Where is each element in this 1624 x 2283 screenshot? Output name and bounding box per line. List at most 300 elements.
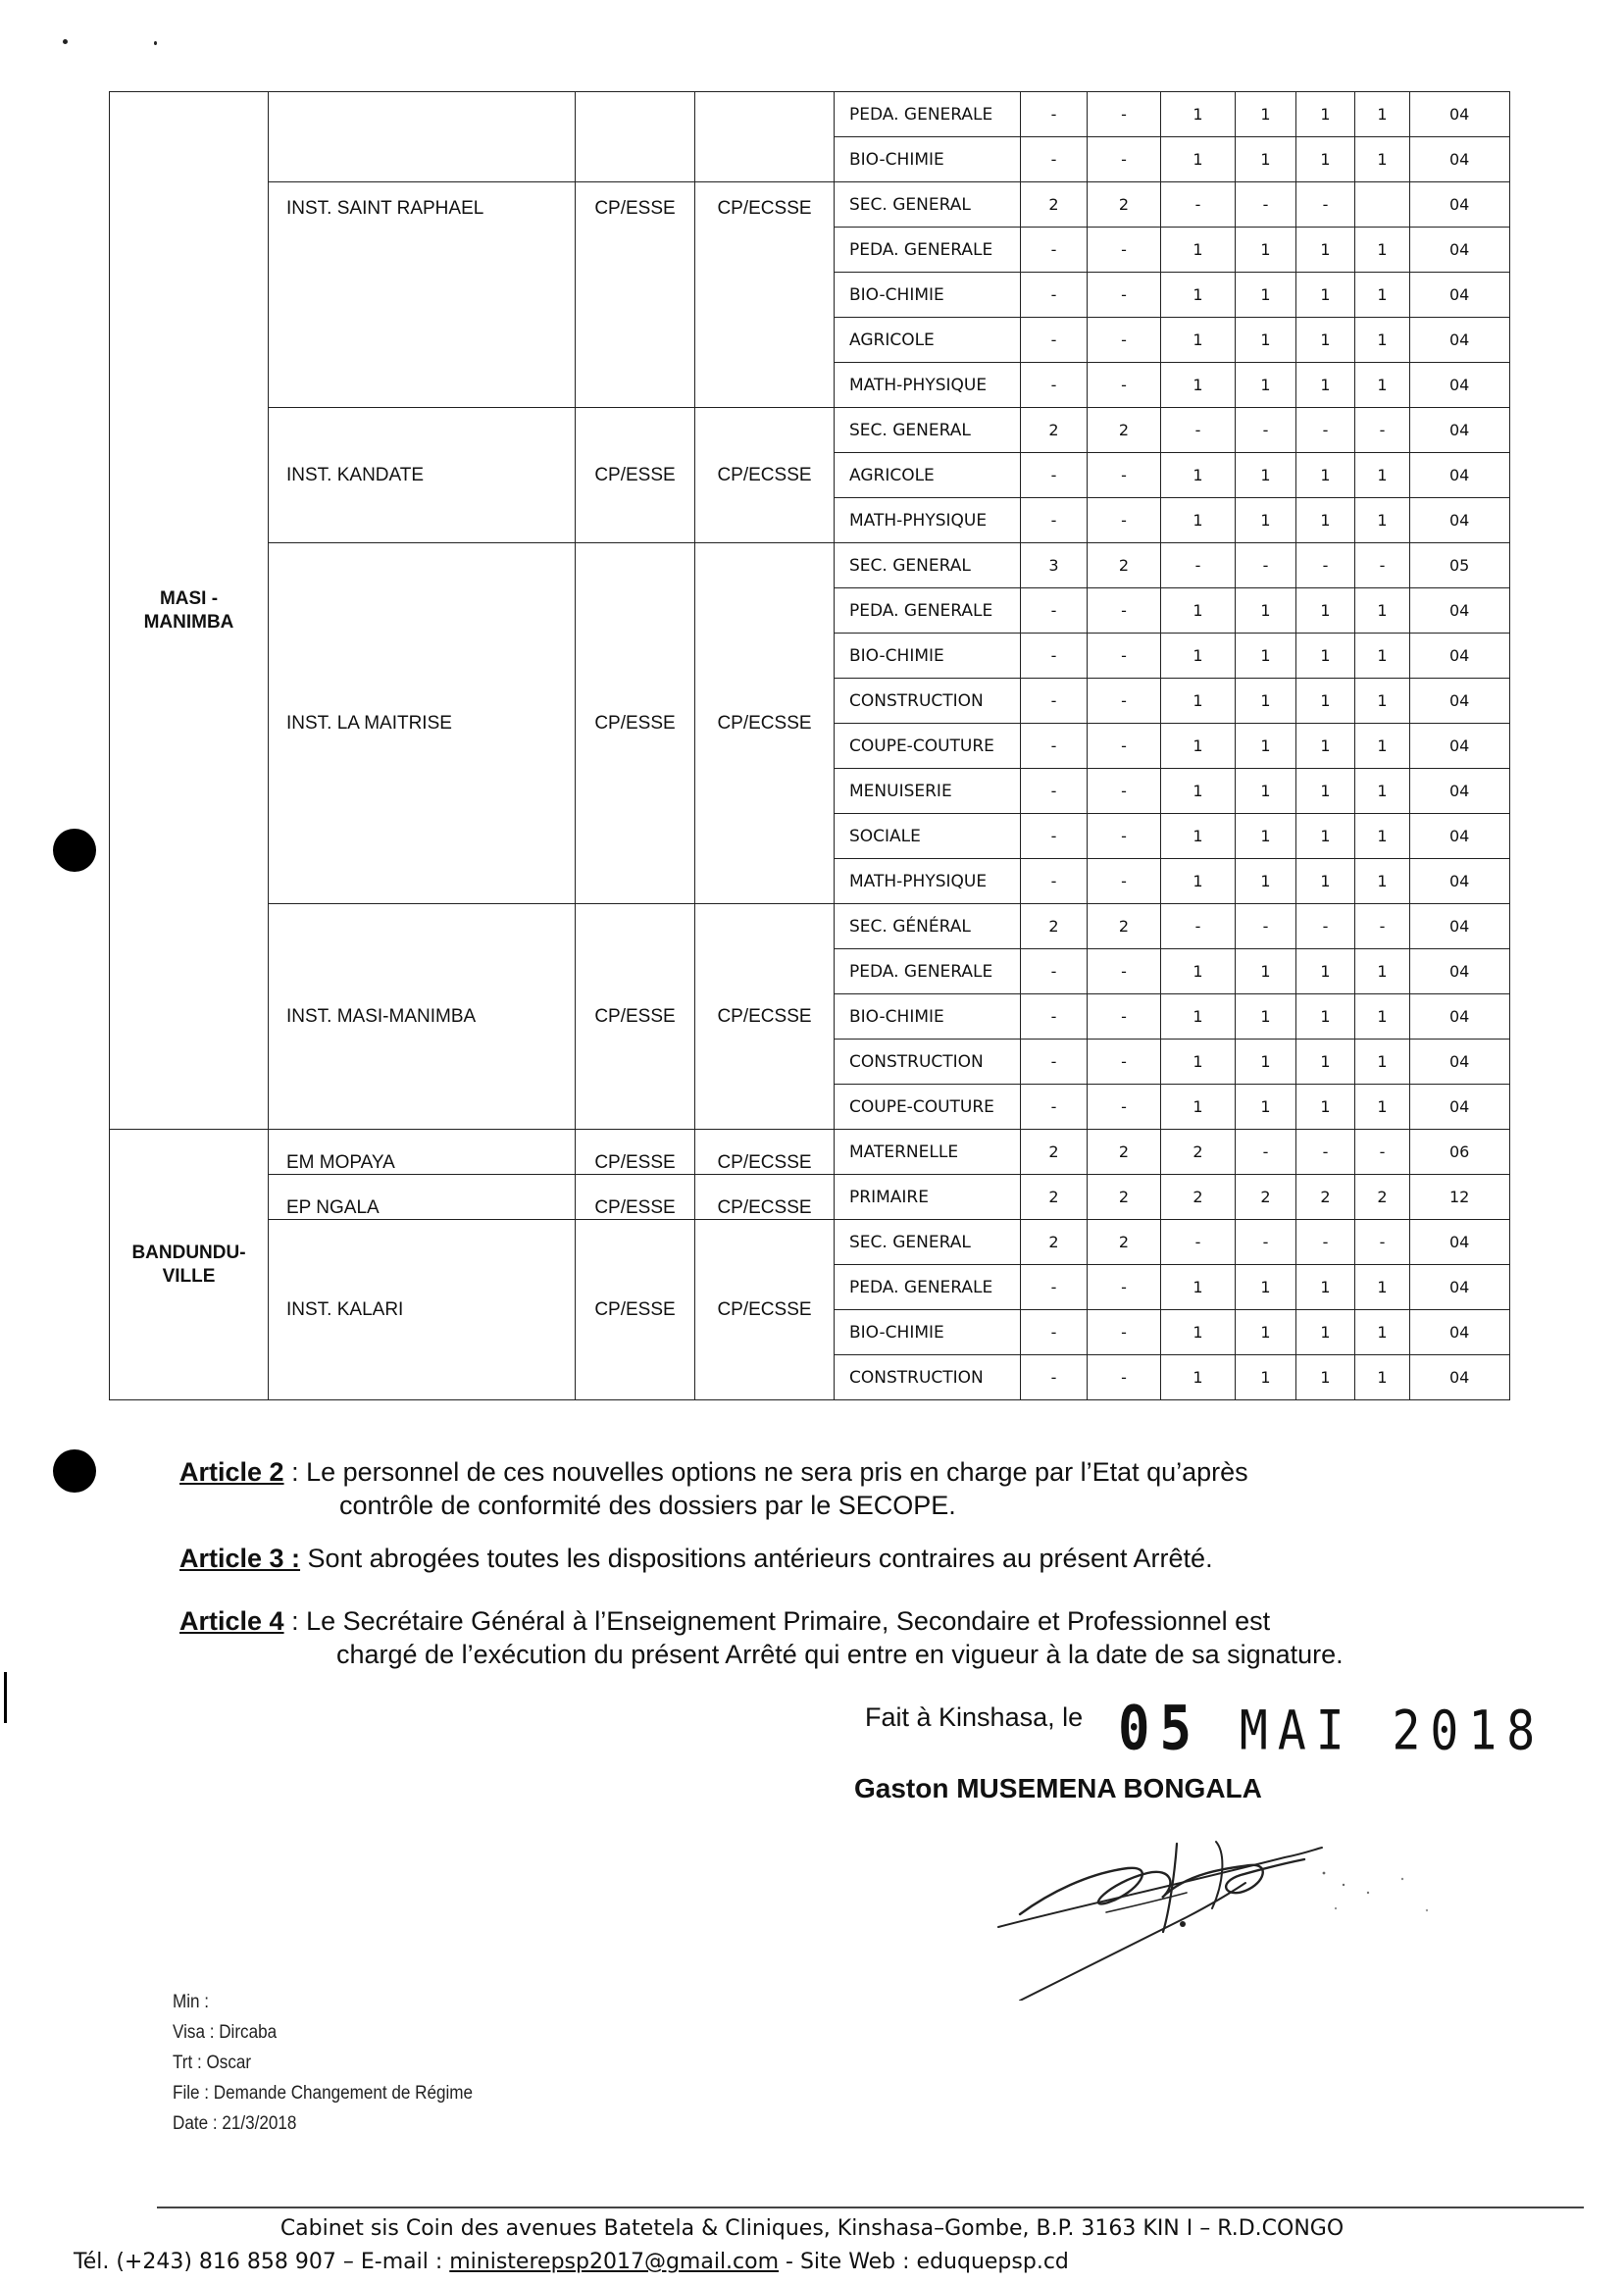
count-cell: 1 bbox=[1296, 679, 1355, 724]
count-cell: 2 bbox=[1161, 1175, 1236, 1220]
count-cell: 1 bbox=[1161, 814, 1236, 859]
total-cell: 04 bbox=[1410, 859, 1510, 904]
count-cell: 1 bbox=[1236, 588, 1296, 634]
count-cell: 1 bbox=[1161, 859, 1236, 904]
count-cell: - bbox=[1236, 1130, 1296, 1175]
total-cell: 04 bbox=[1410, 904, 1510, 949]
footer-website: - Site Web : eduquepsp.cd bbox=[779, 2250, 1069, 2274]
total-cell: 12 bbox=[1410, 1175, 1510, 1220]
count-cell: - bbox=[1088, 679, 1161, 724]
total-cell: 04 bbox=[1410, 318, 1510, 363]
count-cell: - bbox=[1088, 1040, 1161, 1085]
count-cell: 1 bbox=[1161, 318, 1236, 363]
count-cell: 1 bbox=[1296, 1265, 1355, 1310]
option-cell: PEDA. GENERALE bbox=[835, 949, 1021, 994]
count-cell: - bbox=[1355, 1220, 1410, 1265]
count-cell: - bbox=[1296, 543, 1355, 588]
count-cell: 1 bbox=[1296, 769, 1355, 814]
count-cell: 1 bbox=[1296, 228, 1355, 273]
count-cell: 1 bbox=[1355, 137, 1410, 182]
count-cell: 1 bbox=[1236, 1085, 1296, 1130]
count-cell: - bbox=[1088, 724, 1161, 769]
option-cell: BIO-CHIMIE bbox=[835, 273, 1021, 318]
province-cell: BANDUNDU- VILLE bbox=[110, 1130, 269, 1400]
article-2-label: Article 2 bbox=[179, 1457, 284, 1487]
school-code-cell: CP/ECSSE bbox=[695, 904, 835, 1130]
count-cell: 1 bbox=[1355, 949, 1410, 994]
scan-edge-mark bbox=[4, 1672, 7, 1723]
count-cell: 1 bbox=[1161, 363, 1236, 408]
total-cell: 04 bbox=[1410, 137, 1510, 182]
total-cell: 04 bbox=[1410, 1220, 1510, 1265]
count-cell: - bbox=[1161, 543, 1236, 588]
count-cell: - bbox=[1088, 769, 1161, 814]
school-name-cell: EM MOPAYA bbox=[269, 1130, 576, 1175]
count-cell: 1 bbox=[1236, 679, 1296, 724]
count-cell: - bbox=[1021, 949, 1088, 994]
count-cell: 1 bbox=[1161, 137, 1236, 182]
count-cell: 1 bbox=[1236, 1310, 1296, 1355]
school-code-cell: CP/ESSE bbox=[576, 904, 695, 1130]
school-code-cell: CP/ECSSE bbox=[695, 408, 835, 543]
count-cell: 1 bbox=[1355, 1265, 1410, 1310]
count-cell: 1 bbox=[1296, 1355, 1355, 1400]
count-cell: 1 bbox=[1296, 949, 1355, 994]
school-code-cell: CP/ESSE bbox=[576, 408, 695, 543]
option-cell: BIO-CHIMIE bbox=[835, 634, 1021, 679]
school-code-cell: CP/ECSSE bbox=[695, 543, 835, 904]
footer-divider bbox=[157, 2207, 1584, 2208]
option-cell: COUPE-COUTURE bbox=[835, 724, 1021, 769]
signer-name: Gaston MUSEMENA BONGALA bbox=[854, 1773, 1262, 1803]
count-cell: - bbox=[1088, 1310, 1161, 1355]
count-cell: 1 bbox=[1236, 724, 1296, 769]
date-stamp bbox=[1118, 1693, 1545, 1763]
option-cell: PRIMAIRE bbox=[835, 1175, 1021, 1220]
count-cell: 1 bbox=[1236, 92, 1296, 137]
count-cell: - bbox=[1161, 904, 1236, 949]
total-cell: 04 bbox=[1410, 1310, 1510, 1355]
count-cell: 1 bbox=[1296, 634, 1355, 679]
count-cell: - bbox=[1021, 1085, 1088, 1130]
count-cell: 1 bbox=[1236, 1265, 1296, 1310]
school-code-cell: CP/ESSE bbox=[576, 1220, 695, 1400]
article-4-separator: : bbox=[283, 1606, 307, 1636]
total-cell: 04 bbox=[1410, 182, 1510, 228]
count-cell: 1 bbox=[1236, 994, 1296, 1040]
count-cell: - bbox=[1088, 994, 1161, 1040]
count-cell: - bbox=[1021, 363, 1088, 408]
count-cell: 1 bbox=[1161, 1265, 1236, 1310]
meta-file: File : Demande Changement de Régime bbox=[173, 2083, 474, 2104]
count-cell: 1 bbox=[1355, 994, 1410, 1040]
count-cell: 1 bbox=[1355, 724, 1410, 769]
school-code-cell: CP/ECSSE bbox=[695, 1130, 835, 1175]
scan-speck bbox=[154, 41, 157, 45]
total-cell: 04 bbox=[1410, 453, 1510, 498]
option-cell: PEDA. GENERALE bbox=[835, 92, 1021, 137]
count-cell: 2 bbox=[1021, 408, 1088, 453]
count-cell: 2 bbox=[1021, 1175, 1088, 1220]
count-cell: 1 bbox=[1161, 273, 1236, 318]
count-cell: 1 bbox=[1161, 679, 1236, 724]
count-cell: - bbox=[1161, 1220, 1236, 1265]
count-cell: 1 bbox=[1296, 363, 1355, 408]
count-cell: - bbox=[1088, 1265, 1161, 1310]
count-cell: - bbox=[1355, 1130, 1410, 1175]
count-cell: 1 bbox=[1296, 318, 1355, 363]
count-cell: 2 bbox=[1088, 182, 1161, 228]
count-cell: - bbox=[1088, 498, 1161, 543]
count-cell: 1 bbox=[1161, 1085, 1236, 1130]
count-cell: - bbox=[1021, 498, 1088, 543]
count-cell: - bbox=[1021, 1310, 1088, 1355]
option-cell: CONSTRUCTION bbox=[835, 679, 1021, 724]
count-cell: 1 bbox=[1236, 363, 1296, 408]
count-cell: - bbox=[1236, 182, 1296, 228]
handwritten-signature bbox=[990, 1814, 1451, 2001]
count-cell: - bbox=[1355, 408, 1410, 453]
count-cell: 1 bbox=[1355, 679, 1410, 724]
count-cell: 1 bbox=[1161, 949, 1236, 994]
article-4-label: Article 4 bbox=[179, 1606, 284, 1636]
article-2-line-1: Le personnel de ces nouvelles options ne sera pris en charge par l’Etat qu’après bbox=[306, 1457, 1248, 1487]
count-cell: - bbox=[1088, 137, 1161, 182]
count-cell: - bbox=[1021, 273, 1088, 318]
option-cell: SEC. GENERAL bbox=[835, 543, 1021, 588]
total-cell: 04 bbox=[1410, 363, 1510, 408]
table-row bbox=[110, 904, 1510, 949]
count-cell: 2 bbox=[1236, 1175, 1296, 1220]
count-cell: 1 bbox=[1161, 498, 1236, 543]
school-name-cell: INST. MASI-MANIMBA bbox=[269, 904, 576, 1130]
count-cell: 1 bbox=[1355, 228, 1410, 273]
school-code-cell: CP/ESSE bbox=[576, 1130, 695, 1175]
school-name-cell bbox=[269, 92, 576, 182]
option-cell: MATERNELLE bbox=[835, 1130, 1021, 1175]
count-cell: 1 bbox=[1236, 1355, 1296, 1400]
province-cell: MASI - MANIMBA bbox=[110, 92, 269, 1130]
article-2-line-2: contrôle de conformité des dossiers par le SECOPE. bbox=[339, 1491, 956, 1520]
count-cell: 1 bbox=[1355, 859, 1410, 904]
place-of-signature: Fait à Kinshasa, le bbox=[865, 1702, 1084, 1732]
article-2 bbox=[179, 1455, 1454, 1520]
count-cell: 2 bbox=[1088, 1130, 1161, 1175]
count-cell: 1 bbox=[1161, 724, 1236, 769]
count-cell: 1 bbox=[1355, 1040, 1410, 1085]
count-cell: 1 bbox=[1161, 453, 1236, 498]
count-cell: 1 bbox=[1296, 137, 1355, 182]
school-name-cell: INST. KANDATE bbox=[269, 408, 576, 543]
school-code-cell: CP/ECSSE bbox=[695, 182, 835, 408]
count-cell: - bbox=[1021, 814, 1088, 859]
footer-address: Cabinet sis Coin des avenues Batetela & Cliniques, Kinshasa–Gombe, B.P. 3163 KIN I – R.D.CONGO bbox=[279, 2216, 1345, 2241]
count-cell: - bbox=[1021, 859, 1088, 904]
count-cell: 1 bbox=[1161, 1355, 1236, 1400]
footer-tel: Tél. (+243) 816 858 907 – E-mail : bbox=[74, 2250, 450, 2274]
count-cell: 2 bbox=[1021, 182, 1088, 228]
school-code-cell: CP/ESSE bbox=[576, 182, 695, 408]
article-2-separator: : bbox=[283, 1457, 307, 1487]
count-cell: 1 bbox=[1236, 453, 1296, 498]
meta-visa: Visa : Dircaba bbox=[173, 2022, 278, 2043]
school-code-cell: CP/ESSE bbox=[576, 1175, 695, 1220]
count-cell: 1 bbox=[1296, 273, 1355, 318]
count-cell: - bbox=[1021, 994, 1088, 1040]
option-cell: BIO-CHIMIE bbox=[835, 994, 1021, 1040]
footer-email-link[interactable]: ministerepsp2017@gmail.com bbox=[449, 2250, 780, 2274]
school-code-cell: CP/ECSSE bbox=[695, 1175, 835, 1220]
school-name-cell: EP NGALA bbox=[269, 1175, 576, 1220]
count-cell: 2 bbox=[1296, 1175, 1355, 1220]
count-cell: - bbox=[1021, 318, 1088, 363]
option-cell: MATH-PHYSIQUE bbox=[835, 498, 1021, 543]
option-cell: SOCIALE bbox=[835, 814, 1021, 859]
count-cell: 2 bbox=[1355, 1175, 1410, 1220]
option-cell: CONSTRUCTION bbox=[835, 1040, 1021, 1085]
total-cell: 04 bbox=[1410, 949, 1510, 994]
total-cell: 04 bbox=[1410, 724, 1510, 769]
option-cell: PEDA. GENERALE bbox=[835, 228, 1021, 273]
table-row bbox=[110, 1175, 1510, 1220]
count-cell: 2 bbox=[1021, 1220, 1088, 1265]
count-cell: 1 bbox=[1236, 1040, 1296, 1085]
count-cell: 1 bbox=[1355, 1355, 1410, 1400]
total-cell: 06 bbox=[1410, 1130, 1510, 1175]
total-cell: 04 bbox=[1410, 588, 1510, 634]
school-code-cell bbox=[576, 92, 695, 182]
count-cell: 1 bbox=[1161, 92, 1236, 137]
count-cell: - bbox=[1236, 543, 1296, 588]
total-cell: 04 bbox=[1410, 408, 1510, 453]
article-3 bbox=[179, 1542, 1454, 1575]
count-cell: 1 bbox=[1296, 588, 1355, 634]
option-cell: SEC. GENERAL bbox=[835, 408, 1021, 453]
count-cell: 1 bbox=[1355, 318, 1410, 363]
total-cell: 04 bbox=[1410, 994, 1510, 1040]
count-cell: - bbox=[1355, 904, 1410, 949]
count-cell: 1 bbox=[1236, 769, 1296, 814]
count-cell: - bbox=[1088, 228, 1161, 273]
table-row bbox=[110, 1220, 1510, 1265]
count-cell: 1 bbox=[1296, 859, 1355, 904]
option-cell: SEC. GENERAL bbox=[835, 182, 1021, 228]
count-cell bbox=[1355, 182, 1410, 228]
option-cell: COUPE-COUTURE bbox=[835, 1085, 1021, 1130]
school-options-table bbox=[109, 91, 1510, 1400]
article-3-label: Article 3 : bbox=[179, 1544, 301, 1573]
count-cell: - bbox=[1088, 363, 1161, 408]
count-cell: 1 bbox=[1236, 814, 1296, 859]
count-cell: - bbox=[1236, 1220, 1296, 1265]
option-cell: AGRICOLE bbox=[835, 453, 1021, 498]
total-cell: 04 bbox=[1410, 498, 1510, 543]
option-cell: BIO-CHIMIE bbox=[835, 1310, 1021, 1355]
count-cell: - bbox=[1088, 1085, 1161, 1130]
table-row bbox=[110, 1130, 1510, 1175]
count-cell: 1 bbox=[1236, 498, 1296, 543]
option-cell: AGRICOLE bbox=[835, 318, 1021, 363]
school-name-cell: INST. SAINT RAPHAEL bbox=[269, 182, 576, 408]
count-cell: - bbox=[1021, 769, 1088, 814]
count-cell: 2 bbox=[1088, 1175, 1161, 1220]
count-cell: 3 bbox=[1021, 543, 1088, 588]
count-cell: - bbox=[1088, 859, 1161, 904]
count-cell: 2 bbox=[1021, 1130, 1088, 1175]
footer-contact bbox=[74, 2250, 1069, 2274]
count-cell: 1 bbox=[1355, 453, 1410, 498]
count-cell: 1 bbox=[1161, 1040, 1236, 1085]
count-cell: 1 bbox=[1296, 498, 1355, 543]
count-cell: - bbox=[1296, 904, 1355, 949]
option-cell: MATH-PHYSIQUE bbox=[835, 363, 1021, 408]
count-cell: 1 bbox=[1296, 994, 1355, 1040]
count-cell: - bbox=[1021, 634, 1088, 679]
total-cell: 05 bbox=[1410, 543, 1510, 588]
count-cell: - bbox=[1021, 679, 1088, 724]
date-stamp-month-year: MAI 2018 bbox=[1201, 1699, 1546, 1763]
count-cell: 1 bbox=[1355, 1310, 1410, 1355]
count-cell: - bbox=[1088, 1355, 1161, 1400]
total-cell: 04 bbox=[1410, 92, 1510, 137]
count-cell: 1 bbox=[1236, 859, 1296, 904]
school-name-cell: INST. KALARI bbox=[269, 1220, 576, 1400]
meta-date: Date : 21/3/2018 bbox=[173, 2113, 297, 2134]
total-cell: 04 bbox=[1410, 228, 1510, 273]
count-cell: - bbox=[1021, 228, 1088, 273]
count-cell: 1 bbox=[1355, 273, 1410, 318]
count-cell: 1 bbox=[1161, 769, 1236, 814]
count-cell: 1 bbox=[1296, 453, 1355, 498]
count-cell: - bbox=[1296, 1130, 1355, 1175]
count-cell: 1 bbox=[1161, 1310, 1236, 1355]
count-cell: 2 bbox=[1088, 408, 1161, 453]
school-code-cell: CP/ECSSE bbox=[695, 1220, 835, 1400]
date-stamp-day: 05 bbox=[1118, 1693, 1202, 1764]
count-cell: 1 bbox=[1236, 137, 1296, 182]
count-cell: - bbox=[1021, 1265, 1088, 1310]
count-cell: 1 bbox=[1296, 92, 1355, 137]
count-cell: - bbox=[1021, 724, 1088, 769]
count-cell: - bbox=[1021, 588, 1088, 634]
option-cell: PEDA. GENERALE bbox=[835, 1265, 1021, 1310]
total-cell: 04 bbox=[1410, 769, 1510, 814]
count-cell: - bbox=[1296, 182, 1355, 228]
count-cell: 2 bbox=[1088, 904, 1161, 949]
count-cell: - bbox=[1161, 182, 1236, 228]
total-cell: 04 bbox=[1410, 273, 1510, 318]
count-cell: 1 bbox=[1355, 363, 1410, 408]
total-cell: 04 bbox=[1410, 1355, 1510, 1400]
table-row bbox=[110, 543, 1510, 588]
option-cell: SEC. GÉNÉRAL bbox=[835, 904, 1021, 949]
option-cell: CONSTRUCTION bbox=[835, 1355, 1021, 1400]
count-cell: 1 bbox=[1355, 588, 1410, 634]
count-cell: - bbox=[1021, 1040, 1088, 1085]
count-cell: - bbox=[1088, 273, 1161, 318]
count-cell: - bbox=[1088, 588, 1161, 634]
count-cell: - bbox=[1088, 453, 1161, 498]
option-cell: MENUISERIE bbox=[835, 769, 1021, 814]
count-cell: 1 bbox=[1161, 588, 1236, 634]
option-cell: PEDA. GENERALE bbox=[835, 588, 1021, 634]
count-cell: - bbox=[1236, 904, 1296, 949]
count-cell: 1 bbox=[1355, 769, 1410, 814]
count-cell: 1 bbox=[1236, 318, 1296, 363]
article-4-line-1: Le Secrétaire Général à l’Enseignement Primaire, Secondaire et Professionnel est bbox=[306, 1606, 1271, 1636]
count-cell: 1 bbox=[1236, 634, 1296, 679]
count-cell: - bbox=[1236, 408, 1296, 453]
table-row bbox=[110, 182, 1510, 228]
count-cell: - bbox=[1021, 137, 1088, 182]
option-cell: BIO-CHIMIE bbox=[835, 137, 1021, 182]
total-cell: 04 bbox=[1410, 814, 1510, 859]
count-cell: - bbox=[1355, 543, 1410, 588]
meta-min: Min : bbox=[173, 1992, 210, 2012]
count-cell: - bbox=[1021, 1355, 1088, 1400]
article-3-text: Sont abrogées toutes les dispositions antérieurs contraires au présent Arrêté. bbox=[300, 1544, 1213, 1573]
count-cell: 2 bbox=[1088, 543, 1161, 588]
option-cell: SEC. GENERAL bbox=[835, 1220, 1021, 1265]
count-cell: 1 bbox=[1355, 814, 1410, 859]
count-cell: 1 bbox=[1161, 228, 1236, 273]
hole-punch-mark bbox=[53, 829, 96, 872]
count-cell: 1 bbox=[1161, 994, 1236, 1040]
count-cell: 1 bbox=[1236, 949, 1296, 994]
count-cell: - bbox=[1088, 318, 1161, 363]
total-cell: 04 bbox=[1410, 1265, 1510, 1310]
count-cell: - bbox=[1088, 949, 1161, 994]
count-cell: 2 bbox=[1161, 1130, 1236, 1175]
count-cell: 2 bbox=[1021, 904, 1088, 949]
table-row bbox=[110, 92, 1510, 137]
count-cell: 1 bbox=[1236, 228, 1296, 273]
count-cell: 1 bbox=[1355, 92, 1410, 137]
meta-trt: Trt : Oscar bbox=[173, 2053, 252, 2073]
count-cell: - bbox=[1296, 408, 1355, 453]
count-cell: 1 bbox=[1296, 814, 1355, 859]
file-metadata bbox=[173, 1987, 473, 2139]
count-cell: 1 bbox=[1296, 724, 1355, 769]
count-cell: - bbox=[1296, 1220, 1355, 1265]
count-cell: 1 bbox=[1236, 273, 1296, 318]
article-4-text: chargé de l’exécution du présent Arrêté qui entre en vigueur à la date de sa signature. bbox=[336, 1640, 1344, 1669]
count-cell: - bbox=[1088, 92, 1161, 137]
hole-punch-mark bbox=[53, 1449, 96, 1493]
count-cell: 1 bbox=[1355, 1085, 1410, 1130]
option-cell: MATH-PHYSIQUE bbox=[835, 859, 1021, 904]
count-cell: - bbox=[1088, 634, 1161, 679]
total-cell: 04 bbox=[1410, 679, 1510, 724]
school-code-cell: CP/ESSE bbox=[576, 543, 695, 904]
school-code-cell bbox=[695, 92, 835, 182]
count-cell: 2 bbox=[1088, 1220, 1161, 1265]
count-cell: - bbox=[1021, 92, 1088, 137]
total-cell: 04 bbox=[1410, 1085, 1510, 1130]
count-cell: 1 bbox=[1296, 1085, 1355, 1130]
count-cell: 1 bbox=[1355, 498, 1410, 543]
school-name-cell: INST. LA MAITRISE bbox=[269, 543, 576, 904]
count-cell: - bbox=[1021, 453, 1088, 498]
article-4 bbox=[179, 1604, 1445, 1669]
count-cell: - bbox=[1161, 408, 1236, 453]
count-cell: 1 bbox=[1296, 1040, 1355, 1085]
table-row bbox=[110, 408, 1510, 453]
count-cell: - bbox=[1088, 814, 1161, 859]
count-cell: 1 bbox=[1161, 634, 1236, 679]
total-cell: 04 bbox=[1410, 634, 1510, 679]
count-cell: 1 bbox=[1355, 634, 1410, 679]
